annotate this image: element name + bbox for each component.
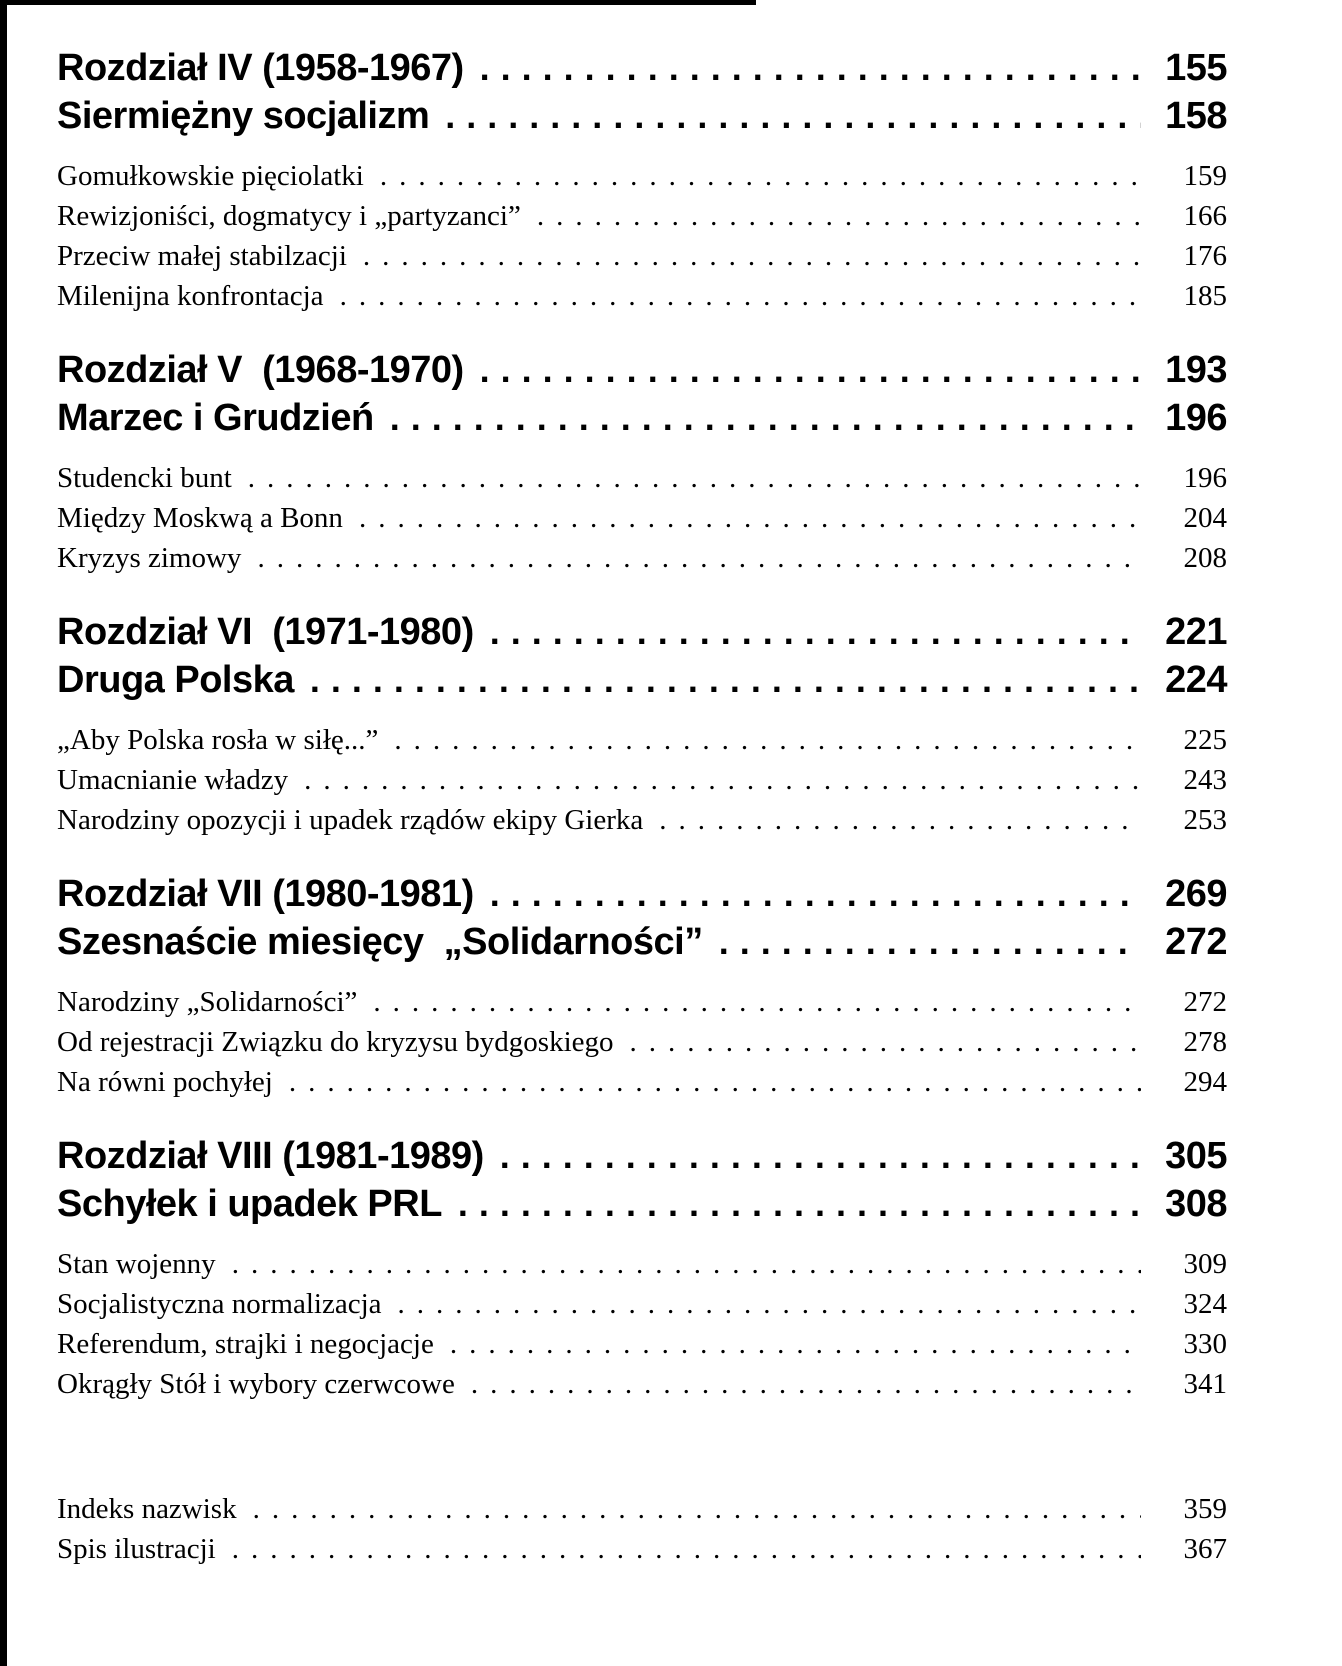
toc-entry-row <box>57 538 1227 578</box>
chapter-subtitle-row <box>57 394 1227 442</box>
entry-title: Milenijna konfrontacja <box>57 280 324 312</box>
dot-leader <box>490 870 1141 918</box>
toc-entry-row <box>57 1529 1227 1569</box>
entry-page-number: 341 <box>1183 1368 1227 1400</box>
toc-entry-row <box>57 498 1227 538</box>
entry-title: Spis ilustracji <box>57 1533 216 1565</box>
table-of-contents <box>57 44 1227 1569</box>
dot-leader <box>394 720 1141 760</box>
entry-page-number: 367 <box>1183 1533 1227 1565</box>
entry-title: Socjalistyczna normalizacja <box>57 1288 382 1320</box>
chapter-subtitle-row <box>57 92 1227 140</box>
chapter-subtitle: Marzec i Grudzień <box>57 397 374 439</box>
entry-page-number: 359 <box>1183 1493 1227 1525</box>
entry-title: Gomułkowskie pięciolatki <box>57 160 364 192</box>
chapter-subtitle: Siermiężny socjalizm <box>57 95 430 137</box>
toc-entry-row <box>57 276 1227 316</box>
toc-entry-row <box>57 196 1227 236</box>
entry-title: Narodziny opozycji i upadek rządów ekipy Gierka <box>57 804 644 836</box>
section-entries <box>57 458 1227 578</box>
chapter-title: Rozdział VI (1971-1980) <box>57 611 474 653</box>
dot-leader <box>253 1489 1141 1529</box>
chapter-heading-row <box>57 44 1227 92</box>
toc-entry-row <box>57 1324 1227 1364</box>
dot-leader <box>450 1324 1141 1364</box>
entry-title: Między Moskwą a Bonn <box>57 502 343 534</box>
dot-leader <box>537 196 1141 236</box>
entry-title: Indeks nazwisk <box>57 1493 237 1525</box>
chapter-subtitle-row <box>57 918 1227 966</box>
entry-title: Rewizjoniści, dogmatycy i „partyzanci” <box>57 200 521 232</box>
entry-title: Referendum, strajki i negocjacje <box>57 1328 434 1360</box>
dot-leader <box>480 346 1141 394</box>
dot-leader <box>257 538 1141 578</box>
entry-page-number: 166 <box>1183 200 1227 232</box>
chapter-page-number: 155 <box>1165 47 1227 89</box>
dot-leader <box>471 1364 1141 1404</box>
entry-title: Kryzys zimowy <box>57 542 242 574</box>
entry-page-number: 208 <box>1183 542 1227 574</box>
dot-leader <box>445 92 1141 140</box>
dot-leader <box>500 1132 1141 1180</box>
chapter-page-number: 272 <box>1165 921 1227 963</box>
toc-entry-row <box>57 236 1227 276</box>
section-entries <box>57 982 1227 1102</box>
entry-title: Okrągły Stół i wybory czerwcowe <box>57 1368 455 1400</box>
entry-page-number: 225 <box>1183 724 1227 756</box>
toc-entry-row <box>57 1284 1227 1324</box>
dot-leader <box>659 800 1141 840</box>
chapter-subtitle: Druga Polska <box>57 659 294 701</box>
toc-section-chapter-6 <box>57 608 1227 840</box>
toc-entry-row <box>57 800 1227 840</box>
toc-entry-row <box>57 156 1227 196</box>
toc-section-chapter-4 <box>57 44 1227 316</box>
scan-edge-left-artifact <box>0 0 7 1666</box>
toc-entry-row <box>57 1364 1227 1404</box>
chapter-page-number: 221 <box>1165 611 1227 653</box>
toc-entry-row <box>57 760 1227 800</box>
chapter-title: Rozdział VIII (1981-1989) <box>57 1135 484 1177</box>
chapter-heading-row <box>57 870 1227 918</box>
entry-title: „Aby Polska rosła w siłę...” <box>57 724 379 756</box>
dot-leader <box>340 276 1141 316</box>
chapter-page-number: 196 <box>1165 397 1227 439</box>
dot-leader <box>310 656 1141 704</box>
entry-page-number: 196 <box>1183 462 1227 494</box>
entry-page-number: 185 <box>1183 280 1227 312</box>
chapter-page-number: 305 <box>1165 1135 1227 1177</box>
entry-title: Umacnianie władzy <box>57 764 289 796</box>
chapter-page-number: 308 <box>1165 1183 1227 1225</box>
dot-leader <box>398 1284 1142 1324</box>
dot-leader <box>248 458 1141 498</box>
toc-section-chapter-5 <box>57 346 1227 578</box>
entry-page-number: 278 <box>1183 1026 1227 1058</box>
chapter-title: Rozdział IV (1958-1967) <box>57 47 464 89</box>
chapter-heading-row <box>57 346 1227 394</box>
toc-section-chapter-8 <box>57 1132 1227 1404</box>
entry-page-number: 272 <box>1183 986 1227 1018</box>
toc-entry-row <box>57 458 1227 498</box>
dot-leader <box>719 918 1141 966</box>
chapter-title: Rozdział V (1968-1970) <box>57 349 464 391</box>
dot-leader <box>289 1062 1141 1102</box>
dot-leader <box>359 498 1141 538</box>
dot-leader <box>304 760 1141 800</box>
entry-title: Na równi pochyłej <box>57 1066 273 1098</box>
section-entries <box>57 720 1227 840</box>
dot-leader <box>490 608 1141 656</box>
dot-leader <box>458 1180 1141 1228</box>
toc-entry-row <box>57 1022 1227 1062</box>
back-matter <box>57 1489 1227 1569</box>
toc-entry-row <box>57 720 1227 760</box>
section-entries <box>57 1244 1227 1404</box>
entry-title: Od rejestracji Związku do kryzysu bydgoskiego <box>57 1026 614 1058</box>
entry-page-number: 204 <box>1183 502 1227 534</box>
chapter-page-number: 193 <box>1165 349 1227 391</box>
dot-leader <box>630 1022 1142 1062</box>
dot-leader <box>232 1529 1141 1569</box>
toc-section-chapter-7 <box>57 870 1227 1102</box>
entry-page-number: 159 <box>1183 160 1227 192</box>
dot-leader <box>363 236 1141 276</box>
entry-page-number: 294 <box>1183 1066 1227 1098</box>
toc-entry-row <box>57 1489 1227 1529</box>
entry-title: Przeciw małej stabilzacji <box>57 240 347 272</box>
entry-page-number: 309 <box>1183 1248 1227 1280</box>
section-entries <box>57 156 1227 316</box>
dot-leader <box>390 394 1141 442</box>
toc-entry-row <box>57 1062 1227 1102</box>
chapter-page-number: 269 <box>1165 873 1227 915</box>
chapter-subtitle: Szesnaście miesięcy „Solidarności” <box>57 921 703 963</box>
chapter-heading-row <box>57 1132 1227 1180</box>
dot-leader <box>480 44 1141 92</box>
chapter-page-number: 224 <box>1165 659 1227 701</box>
scan-edge-top-artifact <box>0 0 756 5</box>
chapter-subtitle: Schyłek i upadek PRL <box>57 1183 442 1225</box>
entry-page-number: 253 <box>1183 804 1227 836</box>
chapter-subtitle-row <box>57 656 1227 704</box>
dot-leader <box>380 156 1141 196</box>
dot-leader <box>373 982 1141 1022</box>
entry-title: Stan wojenny <box>57 1248 216 1280</box>
entry-page-number: 243 <box>1183 764 1227 796</box>
chapter-subtitle-row <box>57 1180 1227 1228</box>
dot-leader <box>232 1244 1141 1284</box>
chapter-heading-row <box>57 608 1227 656</box>
entry-page-number: 330 <box>1183 1328 1227 1360</box>
toc-entry-row <box>57 1244 1227 1284</box>
entry-title: Narodziny „Solidarności” <box>57 986 358 1018</box>
entry-page-number: 324 <box>1183 1288 1227 1320</box>
entry-page-number: 176 <box>1183 240 1227 272</box>
entry-title: Studencki bunt <box>57 462 232 494</box>
toc-entry-row <box>57 982 1227 1022</box>
chapter-title: Rozdział VII (1980-1981) <box>57 873 474 915</box>
chapter-page-number: 158 <box>1165 95 1227 137</box>
